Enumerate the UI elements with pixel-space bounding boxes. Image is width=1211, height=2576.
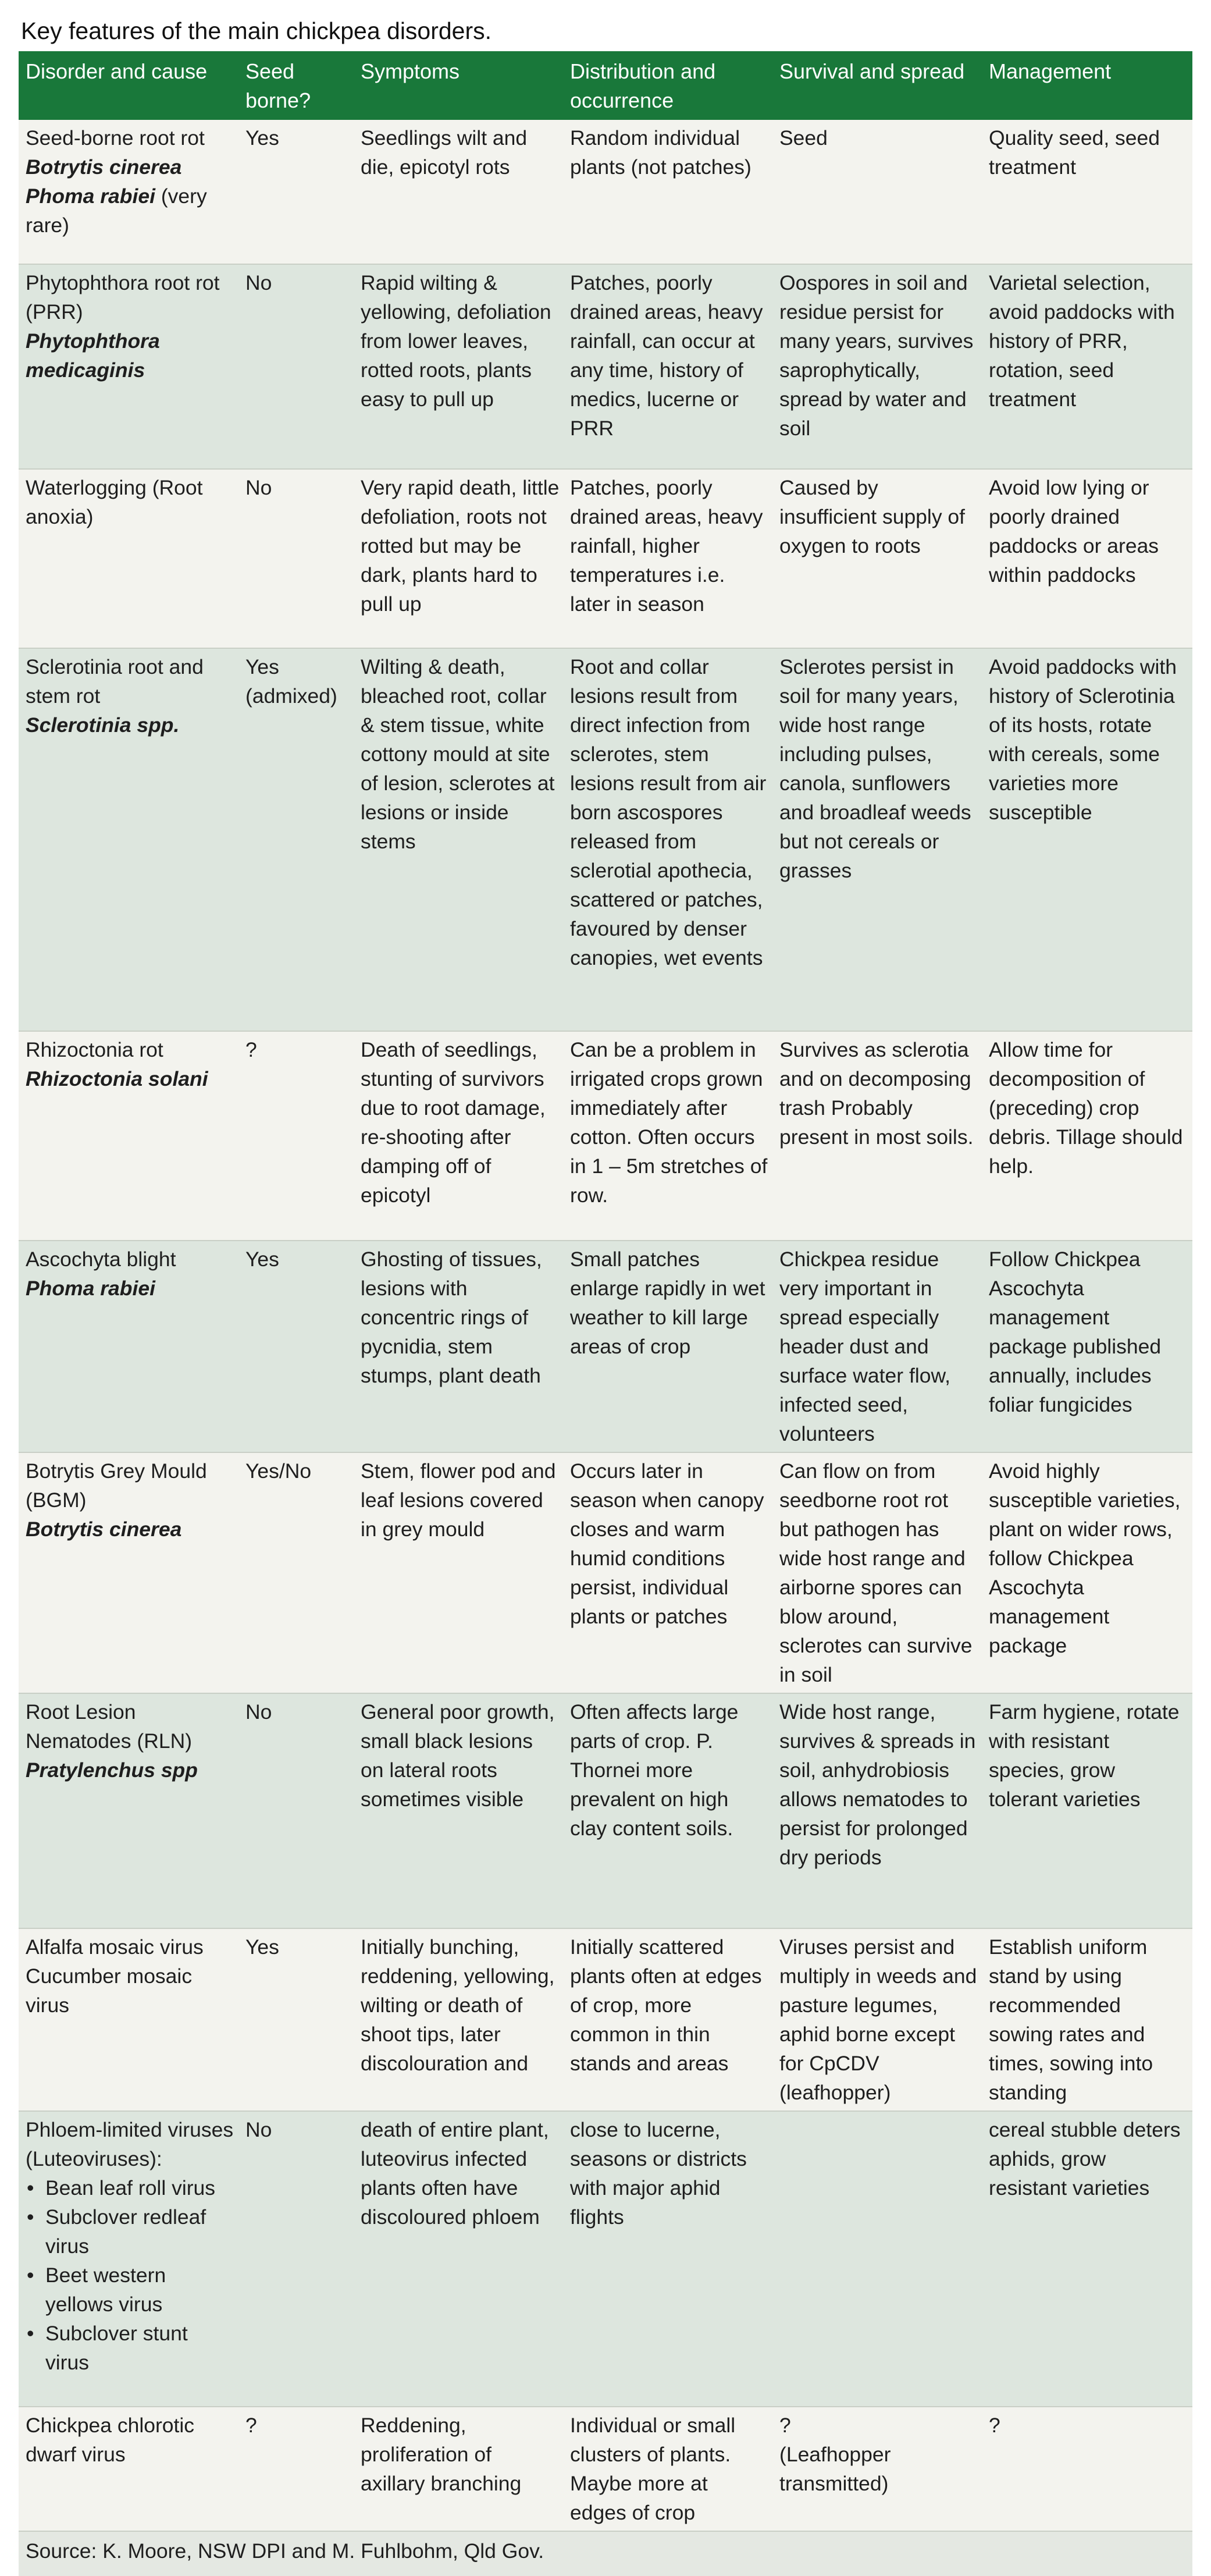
seed-borne-cell: ? <box>238 1031 354 1241</box>
survival-cell: Can flow on from seedborne root rot but pathogen has wide host range and airborne spores can blow around, sclerotes can survive in soil <box>772 1452 982 1693</box>
disorder-name: Root Lesion Nematodes (RLN) <box>26 1700 193 1753</box>
header-distribution: Distribution and occurrence <box>563 51 772 120</box>
source-note: Source: K. Moore, NSW DPI and M. Fuhlbohm, Qld Gov. <box>19 2532 1192 2576</box>
disorder-cell: Alfalfa mosaic virus Cucumber mosaic virus <box>19 1928 238 2111</box>
cause-name: Rhizoctonia solani <box>26 1067 208 1090</box>
distribution-cell: Small patches enlarge rapidly in wet weather to kill large areas of crop <box>563 1241 772 1452</box>
survival-cell: Seed <box>772 120 982 264</box>
symptoms-cell: Stem, flower pod and leaf lesions covered in grey mould <box>354 1452 563 1693</box>
distribution-cell: Random individual plants (not patches) <box>563 120 772 264</box>
cause-name: Pratylenchus spp <box>26 1758 198 1782</box>
header-symptoms: Symptoms <box>354 51 563 120</box>
management-cell: Varietal selection, avoid paddocks with history of PRR, rotation, seed treatment <box>982 264 1192 469</box>
disorder-name: Phytophthora root rot (PRR) <box>26 271 220 324</box>
cause-name: Phoma rabiei <box>26 184 155 208</box>
disorder-name: Botrytis Grey Mould (BGM) <box>26 1459 207 1512</box>
cause-name: Botrytis cinerea <box>26 1518 182 1541</box>
seed-borne-cell: Yes <box>238 1928 354 2111</box>
table-row <box>19 1693 1192 1928</box>
symptoms-cell: Death of seedlings, stunting of survivors due to root damage, re-shooting after damping off of epicotyl <box>354 1031 563 1241</box>
management-cell: cereal stubble deters aphids, grow resistant varieties <box>982 2111 1192 2407</box>
survival-line: ? <box>779 2414 791 2437</box>
distribution-cell: close to lucerne, seasons or districts with major aphid flights <box>563 2111 772 2407</box>
cause-name: Sclerotinia spp. <box>26 713 180 737</box>
table-caption: Key features of the main chickpea disorders. <box>21 17 492 44</box>
distribution-cell: Patches, poorly drained areas, heavy rainfall, can occur at any time, history of medics, lucerne or PRR <box>563 264 772 469</box>
disorder-cell: Waterlogging (Root anoxia) <box>19 469 238 648</box>
management-cell: ? <box>982 2407 1192 2531</box>
table-row <box>19 1241 1192 1452</box>
seed-borne-cell: No <box>238 2111 354 2407</box>
symptoms-cell: General poor growth, small black lesions on lateral roots sometimes visible <box>354 1693 563 1928</box>
disorder-name: Sclerotinia root and stem rot <box>26 655 204 708</box>
symptoms-cell: Very rapid death, little defoliation, roots not rotted but may be dark, plants hard to pull up <box>354 469 563 648</box>
disorder-name: Seed-borne root rot <box>26 126 205 150</box>
cause-note: (very rare) <box>26 184 207 237</box>
distribution-cell: Often affects large parts of crop. P. Thornei more prevalent on high clay content soils. <box>563 1693 772 1928</box>
virus-list <box>26 2173 235 2377</box>
disorder-cell <box>19 1452 238 1693</box>
table-row <box>19 1452 1192 1693</box>
table-row <box>19 648 1192 1031</box>
management-cell: Establish uniform stand by using recommended sowing rates and times, sowing into standing <box>982 1928 1192 2111</box>
survival-cell: Chickpea residue very important in spread especially header dust and surface water flow, infected seed, volunteers <box>772 1241 982 1452</box>
disorder-cell: Chickpea chlorotic dwarf virus <box>19 2407 238 2531</box>
disorders-table <box>19 51 1192 2532</box>
seed-borne-cell: Yes <box>238 120 354 264</box>
survival-cell: Oospores in soil and residue persist for many years, survives saprophytically, spread by water and soil <box>772 264 982 469</box>
distribution-cell: Root and collar lesions result from direct infection from sclerotes, stem lesions result from air born ascospores released from sclerotial apothecia, scattered or patches, favoured by denser canopies, wet events <box>563 648 772 1031</box>
distribution-cell: Patches, poorly drained areas, heavy rainfall, higher temperatures i.e. later in season <box>563 469 772 648</box>
management-cell: Farm hygiene, rotate with resistant species, grow tolerant varieties <box>982 1693 1192 1928</box>
symptoms-cell: Wilting & death, bleached root, collar & stem tissue, white cottony mould at site of lesion, sclerotes at lesions or inside stems <box>354 648 563 1031</box>
survival-cell: Sclerotes persist in soil for many years, wide host range including pulses, canola, sunflowers and broadleaf weeds but not cereals or grasses <box>772 648 982 1031</box>
symptoms-cell: death of entire plant, luteovirus infected plants often have discoloured phloem <box>354 2111 563 2407</box>
seed-borne-cell: No <box>238 264 354 469</box>
survival-cell: Caused by insufficient supply of oxygen to roots <box>772 469 982 648</box>
survival-cell: Wide host range, survives & spreads in soil, anhydrobiosis allows nematodes to persist for prolonged dry periods <box>772 1693 982 1928</box>
table-row <box>19 1928 1192 2111</box>
header-row <box>19 51 1192 120</box>
disorder-cell <box>19 2111 238 2407</box>
header-disorder: Disorder and cause <box>19 51 238 120</box>
distribution-cell: Occurs later in season when canopy closes and warm humid conditions persist, individual plants or patches <box>563 1452 772 1693</box>
disorder-cell <box>19 1031 238 1241</box>
table-row <box>19 264 1192 469</box>
disorder-name: Phloem-limited viruses (Luteoviruses): <box>26 2118 234 2170</box>
cause-name: Phoma rabiei <box>26 1277 155 1300</box>
survival-cell <box>772 2111 982 2407</box>
disorder-cell <box>19 120 238 264</box>
distribution-cell: Initially scattered plants often at edges of crop, more common in thin stands and areas <box>563 1928 772 2111</box>
list-item: • Subclover stunt virus <box>26 2319 235 2377</box>
disorder-cell <box>19 1241 238 1452</box>
disorder-cell <box>19 648 238 1031</box>
distribution-cell: Individual or small clusters of plants. Maybe more at edges of crop <box>563 2407 772 2531</box>
seed-borne-cell: Yes <box>238 1241 354 1452</box>
seed-borne-cell: No <box>238 469 354 648</box>
disorder-name: Ascochyta blight <box>26 1248 176 1271</box>
header-survival: Survival and spread <box>772 51 982 120</box>
symptoms-cell: Ghosting of tissues, lesions with concentric rings of pycnidia, stem stumps, plant death <box>354 1241 563 1452</box>
list-item: • Subclover redleaf virus <box>26 2202 235 2261</box>
management-cell: Allow time for decomposition of (preceding) crop debris. Tillage should help. <box>982 1031 1192 1241</box>
seed-borne-cell: Yes/No <box>238 1452 354 1693</box>
symptoms-cell: Seedlings wilt and die, epicotyl rots <box>354 120 563 264</box>
disorder-name: Rhizoctonia rot <box>26 1038 163 1061</box>
symptoms-cell: Reddening, proliferation of axillary branching <box>354 2407 563 2531</box>
disorder-cell <box>19 264 238 469</box>
symptoms-cell: Rapid wilting & yellowing, defoliation from lower leaves, rotted roots, plants easy to pull up <box>354 264 563 469</box>
symptoms-cell: Initially bunching, reddening, yellowing, wilting or death of shoot tips, later discolouration and <box>354 1928 563 2111</box>
survival-cell: Viruses persist and multiply in weeds and pasture legumes, aphid borne except for CpCDV (leafhopper) <box>772 1928 982 2111</box>
management-cell: Avoid paddocks with history of Sclerotinia of its hosts, rotate with cereals, some varieties more susceptible <box>982 648 1192 1031</box>
seed-borne-cell: Yes (admixed) <box>238 648 354 1031</box>
table-row <box>19 469 1192 648</box>
cause-name: Phytophthora medicaginis <box>26 329 160 382</box>
list-item: • Beet western yellows virus <box>26 2261 235 2319</box>
management-cell: Avoid highly susceptible varieties, plant on wider rows, follow Chickpea Ascochyta management package <box>982 1452 1192 1693</box>
seed-borne-cell: No <box>238 1693 354 1928</box>
disorder-cell <box>19 1693 238 1928</box>
management-cell: Avoid low lying or poorly drained paddocks or areas within paddocks <box>982 469 1192 648</box>
distribution-cell: Can be a problem in irrigated crops grown immediately after cotton. Often occurs in 1 – 5m stretches of row. <box>563 1031 772 1241</box>
header-management: Management <box>982 51 1192 120</box>
list-item: • Bean leaf roll virus <box>26 2173 235 2202</box>
table-row <box>19 2111 1192 2407</box>
cause-name: Botrytis cinerea <box>26 155 182 179</box>
survival-cell <box>772 2407 982 2531</box>
management-cell: Quality seed, seed treatment <box>982 120 1192 264</box>
header-seed-borne: Seed borne? <box>238 51 354 120</box>
survival-cell: Survives as sclerotia and on decomposing trash Probably present in most soils. <box>772 1031 982 1241</box>
disorders-table-figure <box>19 14 1192 2576</box>
management-cell: Follow Chickpea Ascochyta management package published annually, includes foliar fungicides <box>982 1241 1192 1452</box>
table-row <box>19 120 1192 264</box>
seed-borne-cell: ? <box>238 2407 354 2531</box>
table-row <box>19 1031 1192 1241</box>
table-row <box>19 2407 1192 2531</box>
survival-line: (Leafhopper transmitted) <box>779 2443 891 2495</box>
